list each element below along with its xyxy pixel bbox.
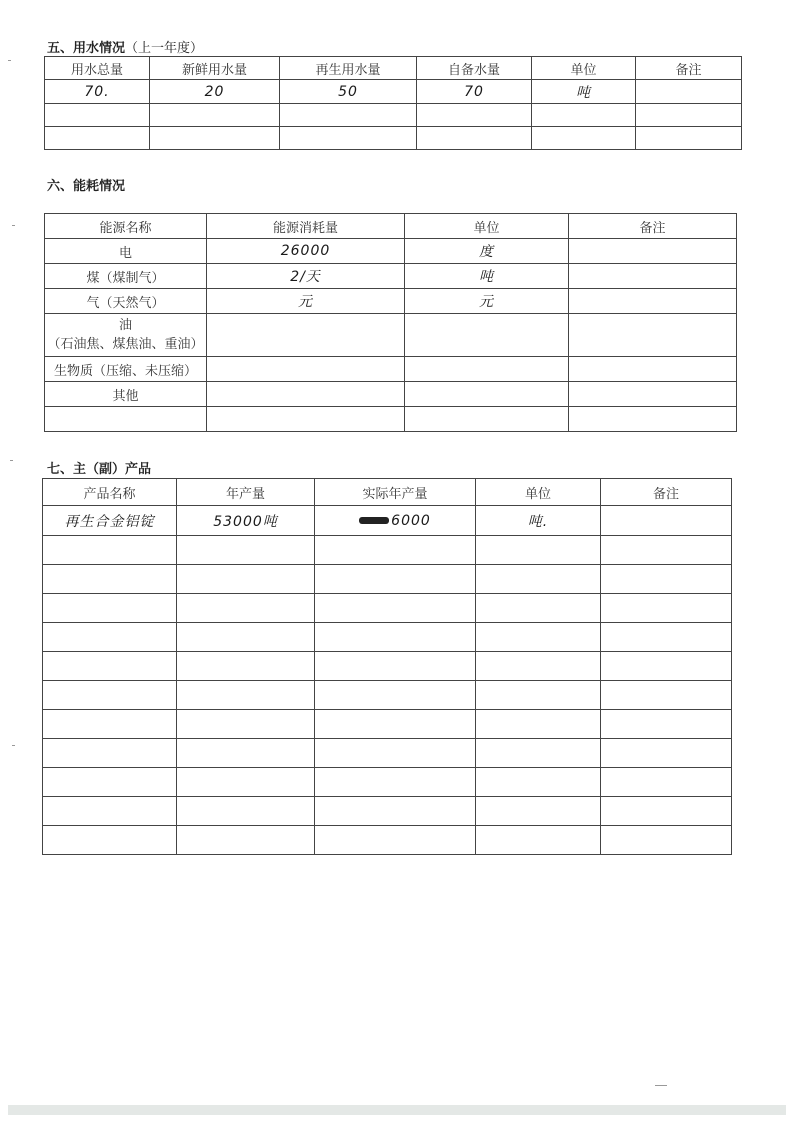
- empty-cell: [315, 652, 476, 681]
- empty-cell: [177, 565, 315, 594]
- empty-cell: [476, 681, 601, 710]
- energy-name: 电: [45, 239, 207, 264]
- empty-cell: [601, 681, 732, 710]
- empty-cell: [315, 623, 476, 652]
- header-energy-note: 备注: [569, 214, 737, 239]
- energy-unit: [405, 382, 569, 407]
- header-self-supplied-water: 自备水量: [417, 57, 532, 80]
- energy-name: 生物质（压缩、未压缩）: [45, 357, 207, 382]
- scan-bottom-bar: [8, 1105, 786, 1115]
- energy-name: 气（天然气）: [45, 289, 207, 314]
- energy-row-oil: [45, 314, 737, 357]
- products-empty-row: [43, 623, 732, 652]
- products-empty-row: [43, 739, 732, 768]
- energy-amount: [207, 382, 405, 407]
- energy-name: 煤（煤制气）: [45, 264, 207, 289]
- margin-mark: [655, 1085, 667, 1086]
- energy-unit: 元: [405, 289, 569, 314]
- self-supplied-water-value: 70: [417, 80, 532, 104]
- header-annual-output: 年产量: [177, 479, 315, 506]
- empty-cell: [315, 826, 476, 855]
- empty-cell: [43, 652, 177, 681]
- empty-cell: [476, 768, 601, 797]
- energy-header-row: [45, 214, 737, 239]
- empty-cell: [315, 710, 476, 739]
- products-empty-row: [43, 565, 732, 594]
- products-empty-row: [43, 652, 732, 681]
- water-header-row: [45, 57, 742, 80]
- empty-cell: [476, 565, 601, 594]
- products-data-row: [43, 506, 732, 536]
- energy-section-title: [47, 175, 125, 194]
- products-table: [42, 478, 732, 855]
- energy-name-line1: 油: [118, 318, 132, 333]
- water-title: 五、用水情况: [47, 41, 126, 56]
- margin-mark: [12, 745, 15, 746]
- energy-amount: 2/天: [207, 264, 405, 289]
- empty-cell: [601, 623, 732, 652]
- header-product-note: 备注: [601, 479, 732, 506]
- margin-mark: [8, 60, 11, 61]
- water-note-value: [636, 80, 742, 104]
- empty-cell: [601, 710, 732, 739]
- energy-row-coal: [45, 264, 737, 289]
- empty-cell: [43, 797, 177, 826]
- margin-mark: [10, 460, 13, 461]
- empty-cell: [177, 739, 315, 768]
- empty-cell: [177, 710, 315, 739]
- empty-cell: [476, 739, 601, 768]
- empty-cell: [177, 826, 315, 855]
- empty-cell: [601, 652, 732, 681]
- header-note: 备注: [636, 57, 742, 80]
- energy-unit: 度: [405, 239, 569, 264]
- empty-cell: [177, 536, 315, 565]
- water-empty-row: [45, 104, 742, 127]
- empty-cell: [43, 710, 177, 739]
- empty-cell: [476, 797, 601, 826]
- energy-amount: 元: [207, 289, 405, 314]
- empty-cell: [43, 623, 177, 652]
- empty-cell: [43, 768, 177, 797]
- energy-row-electricity: [45, 239, 737, 264]
- energy-note: [569, 314, 737, 357]
- products-empty-row: [43, 710, 732, 739]
- empty-cell: [315, 739, 476, 768]
- empty-cell: [43, 565, 177, 594]
- actual-output-cell: [315, 506, 476, 536]
- energy-unit: [405, 314, 569, 357]
- empty-cell: [177, 681, 315, 710]
- empty-cell: [177, 797, 315, 826]
- energy-note: [569, 239, 737, 264]
- product-note-value: [601, 506, 732, 536]
- energy-amount: 26000: [207, 239, 405, 264]
- products-section-title: [47, 458, 151, 477]
- empty-cell: [43, 826, 177, 855]
- empty-cell: [315, 565, 476, 594]
- total-water-value: 70.: [45, 80, 150, 104]
- header-energy-name: 能源名称: [45, 214, 207, 239]
- energy-note: [569, 357, 737, 382]
- empty-cell: [315, 594, 476, 623]
- energy-row-gas: [45, 289, 737, 314]
- energy-name: [45, 314, 207, 357]
- energy-name-line2: （石油焦、煤焦油、重油）: [47, 337, 204, 352]
- header-unit: 单位: [532, 57, 636, 80]
- header-fresh-water: 新鲜用水量: [150, 57, 280, 80]
- crossed-out-mark: [359, 517, 389, 524]
- products-empty-row: [43, 536, 732, 565]
- water-empty-row: [45, 127, 742, 150]
- empty-cell: [601, 768, 732, 797]
- empty-cell: [315, 797, 476, 826]
- products-title: 七、主（副）产品: [47, 462, 152, 477]
- empty-cell: [601, 594, 732, 623]
- empty-cell: [43, 536, 177, 565]
- empty-cell: [601, 826, 732, 855]
- products-empty-row: [43, 797, 732, 826]
- header-recycled-water: 再生用水量: [280, 57, 417, 80]
- products-empty-row: [43, 826, 732, 855]
- header-energy-consumption: 能源消耗量: [207, 214, 405, 239]
- empty-cell: [476, 594, 601, 623]
- empty-cell: [601, 565, 732, 594]
- empty-cell: [601, 536, 732, 565]
- empty-cell: [476, 652, 601, 681]
- energy-row-other: [45, 382, 737, 407]
- margin-mark: [12, 225, 15, 226]
- water-unit-value: 吨: [532, 80, 636, 104]
- energy-table: [44, 213, 737, 432]
- header-total-water: 用水总量: [45, 57, 150, 80]
- products-header-row: [43, 479, 732, 506]
- energy-note: [569, 382, 737, 407]
- fresh-water-value: 20: [150, 80, 280, 104]
- header-actual-output: 实际年产量: [315, 479, 476, 506]
- empty-cell: [601, 739, 732, 768]
- water-subtitle: （上一年度）: [125, 41, 204, 56]
- empty-cell: [476, 623, 601, 652]
- empty-cell: [315, 681, 476, 710]
- product-unit-value: 吨.: [476, 506, 601, 536]
- annual-output-value: 53000吨: [177, 506, 315, 536]
- header-product-unit: 单位: [476, 479, 601, 506]
- energy-note: [569, 289, 737, 314]
- empty-cell: [476, 536, 601, 565]
- header-product-name: 产品名称: [43, 479, 177, 506]
- energy-name: 其他: [45, 382, 207, 407]
- empty-cell: [43, 739, 177, 768]
- energy-unit: 吨: [405, 264, 569, 289]
- empty-cell: [476, 710, 601, 739]
- water-section-title: [47, 37, 203, 56]
- products-empty-row: [43, 594, 732, 623]
- products-empty-row: [43, 768, 732, 797]
- header-energy-unit: 单位: [405, 214, 569, 239]
- empty-cell: [177, 594, 315, 623]
- energy-amount: [207, 357, 405, 382]
- empty-cell: [476, 826, 601, 855]
- water-table: [44, 56, 742, 150]
- empty-cell: [315, 536, 476, 565]
- products-empty-row: [43, 681, 732, 710]
- actual-output-value: 6000: [391, 512, 431, 529]
- empty-cell: [177, 623, 315, 652]
- energy-note: [569, 264, 737, 289]
- product-name-value: 再生合金铝锭: [43, 506, 177, 536]
- empty-cell: [601, 797, 732, 826]
- empty-cell: [43, 681, 177, 710]
- energy-amount: [207, 314, 405, 357]
- energy-empty-row: [45, 407, 737, 432]
- empty-cell: [177, 652, 315, 681]
- energy-unit: [405, 357, 569, 382]
- water-data-row: [45, 80, 742, 104]
- empty-cell: [315, 768, 476, 797]
- empty-cell: [43, 594, 177, 623]
- energy-title: 六、能耗情况: [47, 179, 126, 194]
- energy-row-biomass: [45, 357, 737, 382]
- empty-cell: [177, 768, 315, 797]
- recycled-water-value: 50: [280, 80, 417, 104]
